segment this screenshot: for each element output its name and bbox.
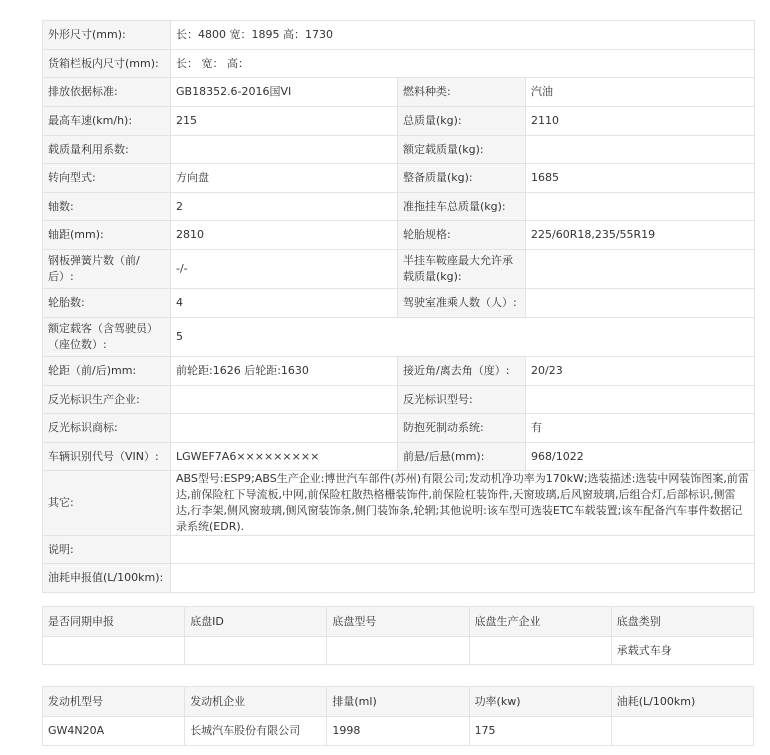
spec-row — [43, 78, 755, 107]
spec-row-cargo-box — [43, 50, 755, 78]
spec-label: 最高车速(km/h): — [43, 107, 171, 136]
spec-value: 2 — [171, 193, 398, 221]
vehicle-spec-table — [42, 20, 755, 593]
spec-value — [526, 386, 755, 414]
spec-value: 20/23 — [526, 357, 755, 386]
spec-label: 整备质量(kg): — [398, 164, 526, 193]
spec-value: 长： 宽： 高： — [171, 50, 755, 78]
spec-label: 排放依据标准: — [43, 78, 171, 107]
spec-value: 1685 — [526, 164, 755, 193]
spec-label: 反光标识生产企业: — [43, 386, 171, 414]
spec-label: 防抱死制动系统: — [398, 414, 526, 443]
table-row — [43, 637, 754, 665]
spec-value — [526, 193, 755, 221]
spec-label: 准拖挂车总质量(kg): — [398, 193, 526, 221]
spec-value: 方向盘 — [171, 164, 398, 193]
column-header: 排量(ml) — [327, 687, 469, 717]
spec-row — [43, 164, 755, 193]
spec-label: 轴距(mm): — [43, 221, 171, 250]
spec-label: 油耗申报值(L/100km): — [43, 564, 171, 593]
table-cell — [469, 637, 611, 665]
table-cell: GW4N20A — [43, 717, 185, 746]
column-header: 底盘ID — [185, 607, 327, 637]
column-header: 底盘型号 — [327, 607, 469, 637]
column-header: 发动机企业 — [185, 687, 327, 717]
spec-label: 车辆识别代号（VIN）: — [43, 443, 171, 471]
engine-table — [42, 686, 754, 746]
spec-value: 5 — [171, 318, 755, 357]
spec-label: 总质量(kg): — [398, 107, 526, 136]
spec-value — [526, 250, 755, 289]
spec-row — [43, 221, 755, 250]
spec-label: 轴数: — [43, 193, 171, 221]
spec-value: ABS型号:ESP9;ABS生产企业:博世汽车部件(苏州)有限公司;发动机净功率为170kW;选装描述:选装中网装饰图案,前雷达,前保险杠下导流板,中网,前保险杠散热格栅装饰件,前保险杠装饰件,天窗玻璃,后风窗玻璃,后组合灯,后部标识,侧雷达,行李架,侧风窗玻璃,侧风窗装饰条,侧门装饰条,轮辋;其他说明:该车型可选装ETC车载装置;该车配备汽车事件数据记录系统(EDR). — [171, 471, 755, 536]
table-cell — [611, 717, 753, 746]
table-header-row — [43, 687, 754, 717]
spec-label: 额定载质量(kg): — [398, 136, 526, 164]
spec-value: 968/1022 — [526, 443, 755, 471]
spec-label: 钢板弹簧片数（前/后）: — [43, 250, 171, 289]
spec-label: 额定载客（含驾驶员）（座位数）: — [43, 318, 171, 357]
spec-label: 货箱栏板内尺寸(mm): — [43, 50, 171, 78]
spec-row — [43, 414, 755, 443]
column-header: 是否同期申报 — [43, 607, 185, 637]
spec-value: 前轮距:1626 后轮距:1630 — [171, 357, 398, 386]
spec-row — [43, 136, 755, 164]
vin-value: LGWEF7A6××××××××× — [171, 443, 398, 471]
spec-row-rated-passengers — [43, 318, 755, 357]
table-header-row — [43, 607, 754, 637]
spec-value: 有 — [526, 414, 755, 443]
spec-row — [43, 443, 755, 471]
spec-value — [526, 289, 755, 318]
spec-label: 半挂车鞍座最大允许承载质量(kg): — [398, 250, 526, 289]
spec-value — [526, 136, 755, 164]
column-header: 功率(kw) — [469, 687, 611, 717]
table-cell — [43, 637, 185, 665]
spec-row — [43, 250, 755, 289]
spec-label: 载质量利用系数: — [43, 136, 171, 164]
spec-value: 225/60R18,235/55R19 — [526, 221, 755, 250]
spec-label: 轮胎数: — [43, 289, 171, 318]
spec-value — [171, 564, 755, 593]
column-header: 底盘类别 — [611, 607, 753, 637]
spec-label: 轮距（前/后)mm: — [43, 357, 171, 386]
spec-row — [43, 289, 755, 318]
spec-row-other — [43, 471, 755, 536]
column-header: 油耗(L/100km) — [611, 687, 753, 717]
spec-row — [43, 193, 755, 221]
spec-row-note — [43, 536, 755, 564]
spec-row-fuel — [43, 564, 755, 593]
spec-value: 汽油 — [526, 78, 755, 107]
spec-row — [43, 357, 755, 386]
spec-value — [171, 386, 398, 414]
spec-value: 长：4800 宽：1895 高：1730 — [171, 21, 755, 50]
chassis-table — [42, 606, 754, 665]
spec-label: 反光标识商标: — [43, 414, 171, 443]
spec-value: 4 — [171, 289, 398, 318]
column-header: 底盘生产企业 — [469, 607, 611, 637]
spec-label: 反光标识型号: — [398, 386, 526, 414]
spec-label: 说明: — [43, 536, 171, 564]
table-cell — [327, 637, 469, 665]
spec-value: 2810 — [171, 221, 398, 250]
table-cell — [185, 637, 327, 665]
table-cell: 承载式车身 — [611, 637, 753, 665]
spec-value: -/- — [171, 250, 398, 289]
spec-label: 轮胎规格: — [398, 221, 526, 250]
table-row — [43, 717, 754, 746]
spec-value — [171, 414, 398, 443]
spec-value — [171, 136, 398, 164]
spec-label: 燃料种类: — [398, 78, 526, 107]
spec-label: 外形尺寸(mm): — [43, 21, 171, 50]
spec-label: 驾驶室准乘人数（人）: — [398, 289, 526, 318]
spec-row — [43, 386, 755, 414]
spec-label: 前悬/后悬(mm): — [398, 443, 526, 471]
table-cell: 1998 — [327, 717, 469, 746]
table-cell: 175 — [469, 717, 611, 746]
spec-label: 转向型式: — [43, 164, 171, 193]
spec-label: 其它: — [43, 471, 171, 536]
spec-value: 2110 — [526, 107, 755, 136]
spec-value — [171, 536, 755, 564]
spec-label: 接近角/离去角（度）: — [398, 357, 526, 386]
spec-row — [43, 107, 755, 136]
spec-row-dimensions — [43, 21, 755, 50]
table-cell: 长城汽车股份有限公司 — [185, 717, 327, 746]
column-header: 发动机型号 — [43, 687, 185, 717]
spec-value: 215 — [171, 107, 398, 136]
spec-value: GB18352.6-2016国VI — [171, 78, 398, 107]
